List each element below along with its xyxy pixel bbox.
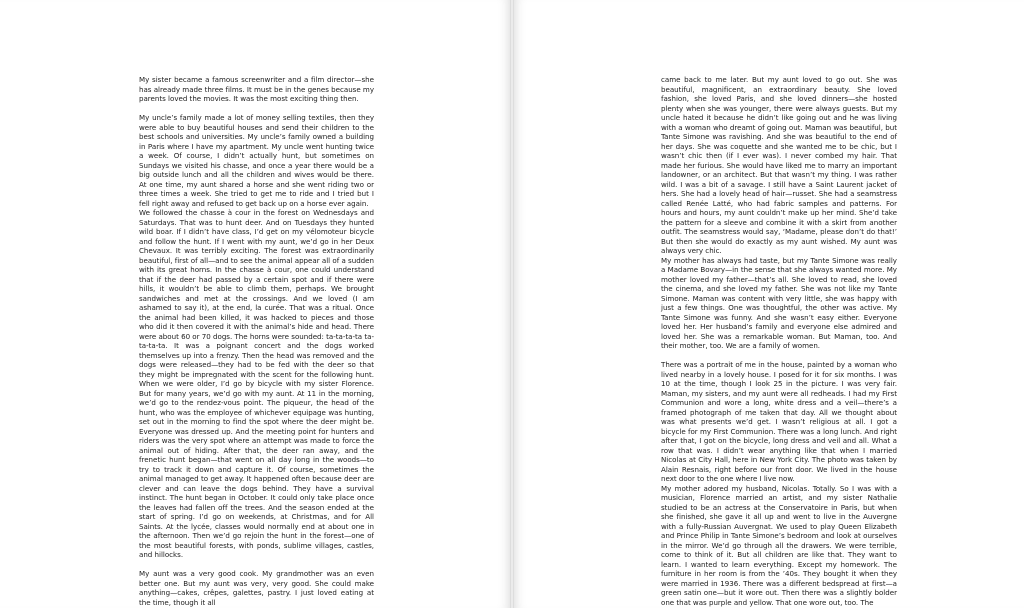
paragraph: My uncle’s family made a lot of money selling textiles, then they were able to buy beautiful houses and send their children to the best schools and universities. My uncle’s family owned a building in Paris where I have my apartment. My uncle went hunting twice a week. Of course, I didn’t actually hunt, but sometimes on Sundays we visited his chasse, and once a year there would be a big outside lunch and all the children and wives would be there. At one time, my aunt shared a horse and she went riding two or three times a week. She tried to get me to ride and I tried but I fell right away and refused to get back up on a horse ever again. — [139, 113, 374, 208]
paragraph: My sister became a famous screenwriter and a film director—she has already made three films. It must be in the genes because my parents loved the movies. It was the most exciting thing then. — [139, 75, 374, 103]
paragraph: My aunt was a very good cook. My grandmother was an even better one. But my aunt was very, very good. She could make anything—cakes, crêpes, galettes, pastry. I just loved eating at the time, though it all — [139, 569, 374, 607]
paragraph: My mother has always had taste, but my Tante Simone was really a Madame Bovary—in the sense that she always wanted more. My mother loved my father—that’s all. She loved to read, she loved the cinema, and she loved my father. She was not like my Tante Simone. Maman was content with very little, she was happy with just a few things. One was thoughtful, the other was active. My Tante Simone was funny. And she wasn’t easy either. Everyone loved her. Her husband’s family and everyone else admired and loved her. She was a remarkable woman. But Maman, too. And their mother, too. We are a family of women. — [661, 255, 897, 350]
paragraph: came back to me later. But my aunt loved to go out. She was beautiful, magnificent, an extraordinary beauty. She loved fashion, she loved Paris, and she loved dinners—she hosted plenty when she was younger, there were always guests. But my uncle hated it because he didn’t like going out and he was living with a woman who dreamt of going out. Maman was beautiful, but Tante Simone was ravishing. And she was beautiful to the end of her days. She was coquette and she wanted me to be chic, but I wasn’t chic then (if I ever was). I never combed my hair. That made her furious. She would have liked me to marry an important landowner, or an architect. But that wasn’t my thing. I was rather wild. I was a bit of a savage. I still have a Saint Laurent jacket of hers. She had a lovely head of hair—russet. She had a seamstress called Renée Latté, who had fabric samples and patterns. For hours and hours, my aunt couldn’t make up her mind. She’d take the pattern for a sleeve and combine it with a skirt from another outfit. The seamstress would say, ‘Madame, please don’t do that!’ But then she would do exactly as my aunt wished. My aunt was always very chic. — [661, 75, 897, 255]
left-page-text — [139, 75, 374, 607]
right-page — [514, 0, 1024, 608]
paragraph: My mother adored my husband, Nicolas. Totally. So I was with a musician, Florence married an artist, and my sister Nathalie studied to be an actress at the Conservatoire in Paris, but when she finished, she gave it all up and went to live in the Auvergne with a fully-Russian Auvergnat. We used to play Queen Elizabeth and Prince Philip in Tante Simone’s bedroom and look at ourselves in the mirror. We’d go through all the drawers. We were terrible, come to think of it. But all children are like that. They want to learn. I wanted to learn everything. Except my homework. The furniture in her room is from the ’40s. They bought it when they were married in 1936. There was a different bedspread at first—a green satin one—but it wore out. Then there was a slightly bolder one that was purple and yellow. That one wore out, too. The — [661, 483, 897, 607]
right-page-text — [661, 75, 897, 607]
left-page — [0, 0, 510, 608]
paragraph: There was a portrait of me in the house, painted by a woman who lived nearby in a lovely house. I posed for it for six months. I was 10 at the time, though I look 25 in the picture. I was very fair. Maman, my sisters, and my aunt were all redheads. I had my First Communion and wore a long, white dress and a veil—there’s a framed photograph of me taken that day. All we thought about was what presents we’d get. I wasn’t religious at all. I got a bicycle for my First Communion. There was a long lunch. And right after that, I got on the bicycle, long dress and veil and all. What a row that was. I didn’t wear anything like that when I married Nicolas at City Hall, here in New York City. The photo was taken by Alain Resnais, right before our front door. We lived in the house next door to the one where I live now. — [661, 360, 897, 483]
paragraph: We followed the chasse à cour in the forest on Wednesdays and Saturdays. That was to hunt deer. And on Tuesdays they hunted wild boar. If I didn’t have class, I’d get on my vélomoteur bicycle and follow the hunt. If I went with my aunt, we’d go in her Deux Chevaux. It was terribly exciting. The forest was extraordinarily beautiful, first of all—and to see the animal appear all of a sudden with its great horns. In the chasse à cour, one could understand that if the deer had passed by a certain spot and if there were hills, it wouldn’t be able to climb them, perhaps. We brought sandwiches and met at the crossings. And we loved (I am ashamed to say it), at the end, la curée. That was a ritual. Once the animal had been killed, it was hacked to pieces and those who did it then covered it with the animal’s hide and head. There were about 60 or 70 dogs. The horns were sounded: ta-ta-ta-ta ta-ta-ta-ta. It was a poignant concert and the dogs worked themselves up into a frenzy. Then the head was removed and the dogs were released—they had to be fed with the deer so that they might be impregnated with the scent for the following hunt. When we were older, I’d go by bicycle with my sister Florence. But for many years, we’d go with my aunt. At 11 in the morning, we’d go to the rendez-vous point. The piqueur, the head of the hunt, who was the employee of whichever equipage was hunting, set out in the morning to find the spot where the deer might be. Everyone was dressed up. And the meeting point for hunters and riders was the very spot where an attempt was made to force the animal out of hiding. After that, the deer ran away, and the frenetic hunt began—that went on all day long in the woods—to try to track it down and capture it. Of course, sometimes the animal managed to get away. It happened often because deer are clever and can leave the dogs behind. They have a survival instinct. The hunt began in October. It could only take place once the leaves had fallen off the trees. And the season ended at the start of spring. I’d go on weekends, at Christmas, and for All Saints. At the lycée, classes would normally end at about one in the afternoon. Then we’d go rejoin the hunt in the forest—one of the most beautiful forests, with ponds, sublime villages, castles, and hillocks. — [139, 208, 374, 559]
